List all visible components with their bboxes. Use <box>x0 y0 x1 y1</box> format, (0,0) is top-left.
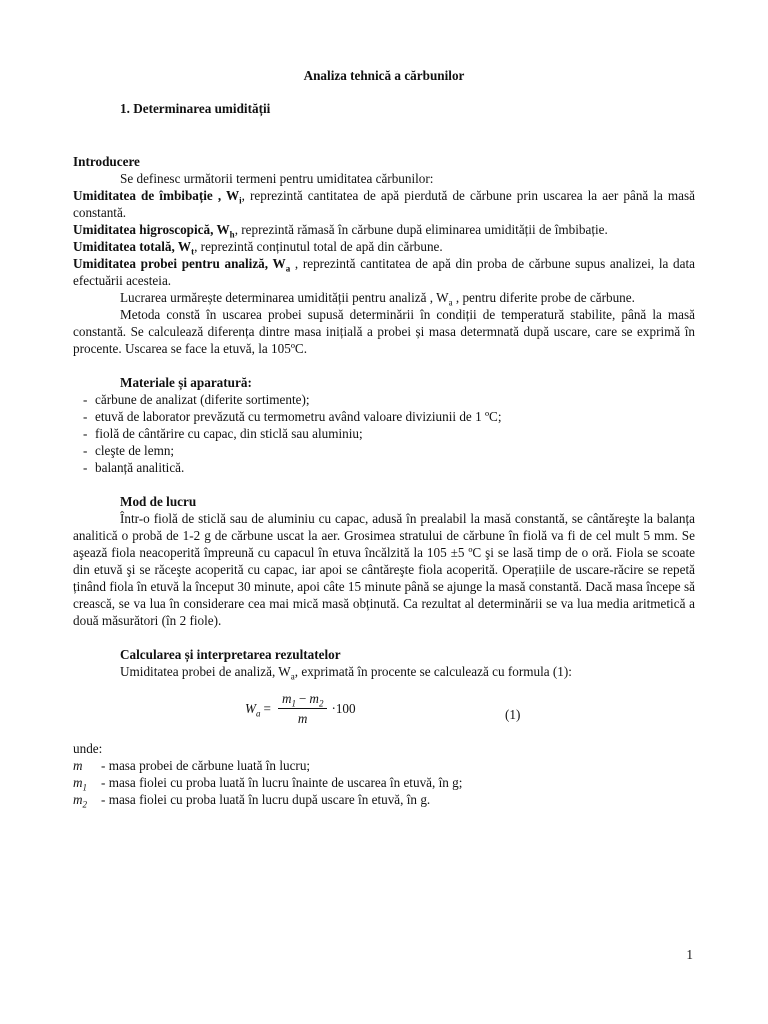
term-totala: Umiditatea totală, $W_t$, reprezintă conținutul total de apă din cărbune. <box>73 239 443 257</box>
procedure-text: Într-o fiolă de sticlă sau de aluminiu cu capac, adusă în prealabil la masă constantă, se cântăreşte la balanța analitică o probă de 1-2 g de cărbune uscat la aer. Grosimea stratului de cărbune în fiolă va fi de cel mult 5 mm. Se aşează fiola neacoperită împreună cu capacul în etuva încălzită la 105 ±5 ºC şi se lasă timp de o oră. Fiola se scoate din etuvă şi se răceşte acoperită cu capac, iar apoi se cântăreşte fiola acoperită. Operațiile de uscare-răcire se repetă ținând fiola în etuvă la început 30 minute, apoi câte 15 minute până se ajunge la masă constantă. Dacă masa începe să crească, se va lua în considerare cea mai mică masă obținută. Ca rezultat al determinării se va lua media aritmetică a două măsurători (în 2 fiole). <box>73 511 695 628</box>
list-item: - etuvă de laborator prevăzută cu termometru având valoare diviziunii de 1 ºC; <box>83 409 502 424</box>
term-analiza: Umiditatea probei pentru analiză, $W_a$ , reprezintă cantitatea de apă din proba de cărbune supus analizei, la data efectuării acesteia. <box>73 256 695 288</box>
term-higroscopica: Umiditatea higroscopică, $W_h$, reprezintă rămasă în cărbune după eliminarea umidității de îmbibație. <box>73 222 608 240</box>
list-item: $m_2$ - masa fiolei cu proba luată în lucru după uscare în etuvă, în g. <box>73 792 431 810</box>
list-item: - cleşte de lemn; <box>83 443 175 458</box>
formula-equals: = <box>263 701 271 716</box>
equation-number: (1) <box>505 707 521 722</box>
procedure-heading: Mod de lucru <box>120 494 197 509</box>
where-label: unde: <box>73 741 103 756</box>
term-imbibitie: Umiditatea de îmbibație , $W_i$, reprezintă cantitatea de apă pierdută de cărbune prin uscarea la aer până la masă constantă. <box>73 188 695 220</box>
formula-multiplier: ·100 <box>331 701 356 716</box>
formula-expression <box>245 690 356 727</box>
list-item: $m_1$ - masa fiolei cu proba luată în lucru înainte de uscarea în etuvă, în g; <box>73 775 463 793</box>
formula-denominator: m <box>297 711 308 726</box>
formula-numerator: $m_1 - m_2$ <box>278 690 328 709</box>
formula-lhs: $W_a$ <box>245 701 261 719</box>
calc-heading: Calcularea și interpretarea rezultatelor <box>120 647 341 662</box>
section-heading: 1. Determinarea umidității <box>120 101 271 116</box>
intro-lead: Se definesc următorii termeni pentru umiditatea cărbunilor: <box>120 171 434 186</box>
intro-paragraph-method: Metoda constă în uscarea probei supusă determinării în condiții de temperatură stabilite, până la masă constantă. Se calculează diferența dintre masa inițială a probei și masa determnată după uscare, care se exprimă în procente. Uscarea se face la etuvă, la 105ºC. <box>73 307 695 356</box>
intro-heading: Introducere <box>73 154 140 169</box>
list-item: - cărbune de analizat (diferite sortimente); <box>83 392 310 407</box>
list-item: - balanță analitică. <box>83 460 185 475</box>
variable-definitions <box>73 757 695 808</box>
list-item: m - masa probei de cărbune luată în lucru; <box>73 758 311 773</box>
formula-1 <box>73 690 695 740</box>
document-title: Analiza tehnică a cărbunilor <box>303 68 465 83</box>
list-item: - fiolă de cântărire cu capac, din sticlă sau aluminiu; <box>83 426 363 441</box>
materials-heading: Materiale și aparatură: <box>120 375 252 390</box>
materials-list <box>73 391 695 476</box>
page-number: 1 <box>686 947 693 962</box>
document-body <box>73 67 695 808</box>
calc-text: Umiditatea probei de analiză, $W_a$, exprimată în procente se calculează cu formula (1): <box>120 664 572 682</box>
intro-paragraph-aim: Lucrarea urmărește determinarea umidității pentru analiză , $W_a$ , pentru diferite probe de cărbune. <box>120 290 635 308</box>
formula-fraction <box>278 690 328 727</box>
